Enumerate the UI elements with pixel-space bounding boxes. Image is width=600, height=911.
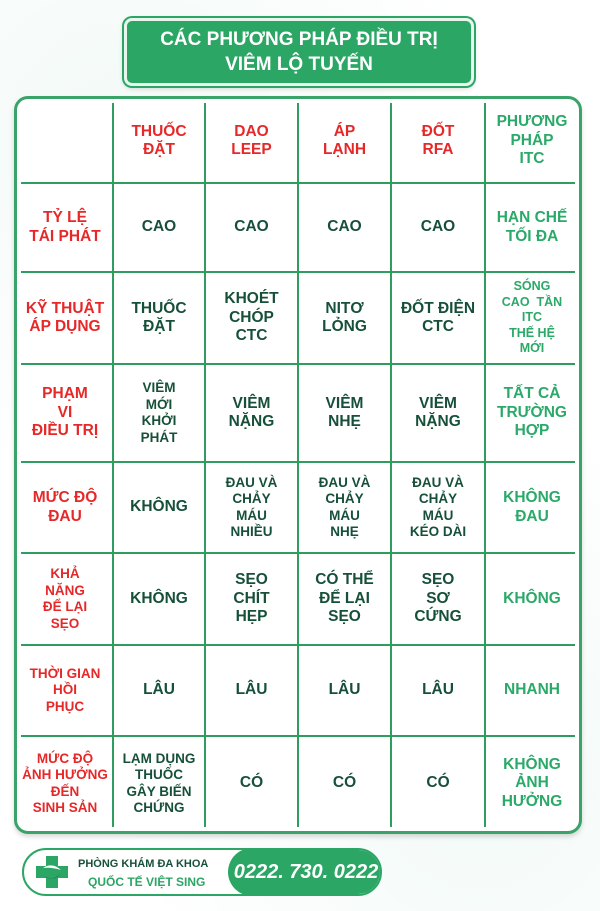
table-cell	[485, 645, 579, 736]
cell-line: MÁU	[422, 507, 454, 523]
hotline-number: 0222. 730. 0222	[228, 848, 382, 896]
clinic-name-line-1: PHÒNG KHÁM ĐA KHOA	[78, 858, 209, 870]
column-divider	[390, 103, 392, 827]
cell-line: KHẢ	[50, 566, 80, 581]
cell-line: CAO	[141, 218, 177, 236]
cell-line: LẠM DỤNG	[122, 750, 196, 766]
column-divider	[204, 103, 206, 827]
cell-line: TÁI PHÁT	[29, 227, 101, 245]
cell-line: SÓNG	[513, 279, 551, 294]
cell-line: CHẢY	[232, 491, 271, 506]
cell-line: ITC	[519, 150, 545, 168]
cell-line: KHOÉT	[224, 290, 279, 308]
medical-cross-logo-icon	[34, 854, 70, 890]
table-cell	[485, 462, 579, 553]
cell-line: MỚI	[145, 396, 173, 412]
cell-line: KHÔNG	[130, 589, 188, 607]
cell-line: MÁU	[236, 507, 267, 523]
cell-line: THUỐC	[135, 767, 183, 782]
table-cell	[113, 364, 205, 462]
cell-line: DAO	[234, 122, 269, 140]
column-divider	[297, 103, 299, 827]
cell-line: PHỤC	[45, 698, 85, 714]
cell-line: CHẢY	[325, 491, 364, 506]
cell-line: NẶNG	[415, 413, 461, 430]
table-cell	[205, 553, 298, 645]
clinic-info	[30, 850, 230, 894]
cell-line: VIÊM	[419, 394, 457, 412]
row-divider	[21, 363, 575, 365]
column-divider	[484, 103, 486, 827]
cell-line: KHỞI	[141, 413, 177, 428]
cell-line: NHẸ	[328, 413, 361, 430]
table-cell	[485, 272, 579, 364]
cell-line: ĐẾN	[50, 783, 80, 799]
cell-line: ẢNH	[515, 774, 549, 792]
cell-line: LÂU	[235, 681, 268, 699]
cell-line: CÓ THỂ	[315, 571, 374, 589]
cell-line: TẤT CẢ	[503, 385, 561, 403]
cell-line: ĐAU VÀ	[412, 474, 464, 490]
row-label	[17, 462, 113, 553]
table-cell	[298, 183, 391, 272]
cell-line: SINH SẢN	[32, 800, 98, 815]
cell-line: NHANH	[504, 681, 560, 699]
cell-line: TỶ LỆ	[43, 209, 87, 226]
cell-line: ĐAU	[515, 507, 549, 525]
row-divider	[21, 271, 575, 273]
cell-line: ĐỂ LẠI	[319, 589, 370, 607]
cell-line: ÁP	[333, 122, 356, 140]
cell-line: CÓ	[332, 774, 357, 792]
table-cell	[485, 736, 579, 831]
table-cell	[113, 462, 205, 553]
cell-line: PHẠM	[42, 385, 88, 403]
cell-line: NẶNG	[228, 413, 275, 430]
cell-line: CHÓP	[229, 308, 274, 326]
cell-line: LEEP	[231, 141, 272, 158]
cell-line: MỨC ĐỘ	[32, 489, 98, 506]
cell-line: NĂNG	[45, 582, 85, 598]
cell-line: SẸO	[50, 615, 80, 631]
column-divider	[112, 103, 114, 827]
comparison-table	[14, 96, 582, 834]
cell-line: CÓ	[426, 774, 450, 792]
cell-line: CAO	[327, 218, 362, 236]
row-divider	[21, 461, 575, 463]
cell-line: KỸ THUẬT	[25, 299, 105, 317]
cell-line: LẠNH	[322, 141, 367, 158]
cell-line: SẸO	[235, 571, 268, 589]
table-cell	[298, 736, 391, 831]
column-header	[391, 99, 485, 183]
cell-line: THẾ HỆ	[509, 325, 555, 340]
cell-line: VIÊM	[142, 380, 176, 395]
cell-line: KHÔNG	[503, 755, 561, 773]
cell-line: LÂU	[422, 681, 454, 699]
cell-line: CAO	[420, 218, 456, 236]
cell-line: TỐI ĐA	[505, 227, 559, 245]
table-cell	[205, 364, 298, 462]
table-cell	[298, 272, 391, 364]
table-cell	[485, 553, 579, 645]
row-divider	[21, 644, 575, 646]
table-cell	[391, 364, 485, 462]
table-cell	[205, 736, 298, 831]
table-cell	[298, 553, 391, 645]
cell-line: CTC	[422, 318, 454, 335]
cell-line: THUỐC	[131, 299, 187, 317]
page-title	[124, 18, 474, 86]
table-cell	[113, 553, 205, 645]
column-header	[113, 99, 205, 183]
row-divider	[21, 552, 575, 554]
table-cell	[391, 462, 485, 553]
cell-line: HỒI	[52, 682, 77, 698]
title-line-1: CÁC PHƯƠNG PHÁP ĐIỀU TRỊ	[160, 29, 438, 50]
row-divider	[21, 182, 575, 184]
table-cell	[485, 183, 579, 272]
cell-line: ITC	[521, 310, 543, 325]
table-cell	[113, 736, 205, 831]
table-cell	[205, 645, 298, 736]
cell-line: CAO	[234, 218, 269, 236]
clinic-name-line-2: QUỐC TẾ VIỆT SING	[88, 875, 206, 889]
table-cell	[485, 364, 579, 462]
column-header	[485, 99, 579, 183]
cell-line: KHÔNG	[503, 489, 561, 506]
cell-line: PHÁT	[140, 429, 178, 445]
cell-line: ĐAU VÀ	[318, 474, 371, 490]
cell-line: MỨC ĐỘ	[36, 750, 94, 766]
table-cell	[391, 183, 485, 272]
cell-line: ĐAU VÀ	[225, 474, 278, 490]
table-cell	[298, 462, 391, 553]
cell-line: NHIỀU	[230, 524, 273, 539]
cell-line: CÓ	[239, 774, 264, 792]
cell-line: CTC	[235, 327, 268, 345]
table-cell	[391, 645, 485, 736]
clinic-footer	[22, 848, 382, 896]
cell-line: ÁP DỤNG	[29, 318, 101, 335]
cell-line: ĐẶT	[143, 318, 175, 335]
cell-line: SẸO	[328, 608, 361, 626]
table-cell	[391, 736, 485, 831]
row-divider	[21, 735, 575, 737]
cell-line: HỢP	[514, 422, 550, 440]
cell-line: MÁU	[329, 507, 360, 523]
cell-line: PHƯƠNG	[496, 113, 568, 131]
row-label	[17, 645, 113, 736]
cell-line: ĐIỀU TRỊ	[31, 422, 99, 440]
cell-line: MỚI	[519, 341, 545, 356]
cell-line: HẸP	[235, 608, 268, 626]
cell-line: ĐẶT	[143, 141, 175, 158]
cell-line: KÉO DÀI	[409, 524, 467, 539]
column-header	[298, 99, 391, 183]
cell-line: HẠN CHẾ	[496, 209, 568, 226]
cell-line: ĐỂ LẠI	[42, 599, 88, 614]
cell-line: LÂU	[328, 681, 361, 699]
cell-line: THUỐC	[131, 122, 187, 140]
table-cell	[298, 645, 391, 736]
table-cell	[391, 272, 485, 364]
cell-line: ĐỐT ĐIỆN	[400, 299, 476, 317]
cell-line: CAO TẦN	[501, 294, 563, 309]
cell-line: LỎNG	[322, 318, 367, 335]
row-label	[17, 364, 113, 462]
cell-line: VIÊM	[325, 394, 364, 412]
table-cell	[205, 462, 298, 553]
cell-line: RFA	[422, 141, 454, 158]
table-cell	[205, 183, 298, 272]
cell-line: KHÔNG	[503, 589, 561, 607]
table-cell	[298, 364, 391, 462]
cell-line: VIÊM	[232, 394, 271, 412]
row-label	[17, 183, 113, 272]
cell-line: SƠ	[426, 589, 450, 607]
cell-line: KHÔNG	[130, 498, 188, 516]
cell-line: GÂY BIẾN	[126, 783, 192, 799]
row-label	[17, 272, 113, 364]
cell-line: NITƠ	[325, 299, 364, 317]
cell-line: THỜI GIAN	[29, 665, 101, 681]
cell-line: LÂU	[143, 681, 175, 699]
cell-line: CHỨNG	[133, 800, 185, 815]
row-label	[17, 736, 113, 831]
table-cell	[205, 272, 298, 364]
table-cell	[391, 553, 485, 645]
table-cell	[113, 272, 205, 364]
cell-line: VI	[57, 403, 73, 421]
row-label	[17, 553, 113, 645]
column-header	[205, 99, 298, 183]
table-cell	[113, 645, 205, 736]
table-cell	[113, 183, 205, 272]
cell-line: SẸO	[421, 571, 455, 589]
title-line-2: VIÊM LỘ TUYẾN	[225, 54, 373, 75]
cell-line: HƯỞNG	[501, 792, 563, 810]
cell-line: CHÍT	[233, 589, 270, 607]
cell-line: CỨNG	[414, 608, 462, 626]
cell-line: TRƯỜNG	[497, 403, 567, 421]
cell-line: ĐAU	[48, 507, 82, 525]
cell-line: CHẢY	[418, 491, 458, 506]
cell-line: ĐỐT	[421, 122, 455, 140]
cell-line: NHẸ	[330, 524, 359, 539]
cell-line: PHÁP	[510, 131, 554, 149]
cell-line: ẢNH HƯỞNG	[22, 767, 108, 782]
